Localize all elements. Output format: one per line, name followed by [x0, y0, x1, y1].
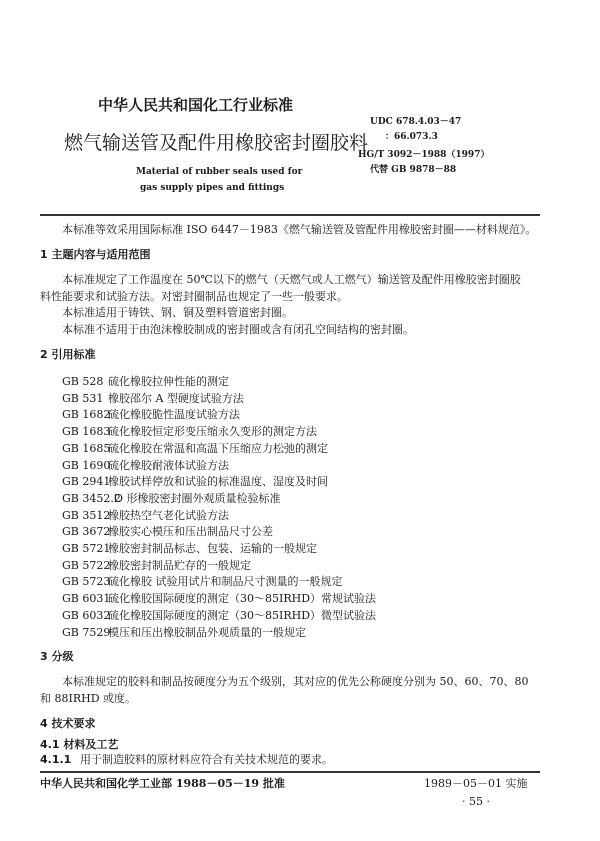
reference-item: [62, 459, 229, 473]
section-3-para-line1: 本标准规定的胶料和制品按硬度分为五个级别，其对应的优先公称硬度分别为 50、60、70、80: [62, 675, 529, 688]
reference-code: GB 1690: [62, 458, 111, 472]
section-4-heading: 4 技术要求: [40, 717, 96, 730]
udc-code: UDC 678.4.03－47: [370, 117, 462, 127]
section-1-para1-line2: 料性能要求和试验方法。对密封圈制品也规定了一些一般要求。: [40, 290, 348, 303]
reference-title: 硫化橡胶耐液体试验方法: [108, 458, 229, 472]
header-divider: [40, 214, 540, 216]
section-1-para3: 本标准不适用于由泡沫橡胶制成的密封圈或含有闭孔空间结构的密封圈。: [62, 323, 414, 336]
reference-code: GB 6032: [62, 608, 111, 622]
reference-code: GB 3512: [62, 508, 111, 522]
reference-item: [62, 375, 229, 389]
reference-code: GB 3672: [62, 525, 111, 539]
reference-item: [62, 492, 281, 506]
reference-code: GB 531: [62, 391, 104, 405]
reference-title: 橡胶实心模压和压出制品尺寸公差: [108, 525, 273, 539]
section-1-heading: 1 主题内容与适用范围: [40, 248, 151, 261]
standard-code: HG/T 3092－1988（1997）: [358, 150, 490, 160]
replaces-standard: 代替 GB 9878－88: [370, 165, 457, 175]
reference-title: 硫化橡胶国际硬度的测定（30～85IRHD）微型试验法: [108, 608, 377, 622]
reference-title: 橡胶试样停放和试验的标准温度、湿度及时间: [108, 475, 328, 489]
reference-item: [62, 592, 376, 606]
reference-title: 橡胶热空气老化试验方法: [108, 508, 229, 522]
reference-title: 硫化橡胶拉伸性能的测定: [108, 375, 229, 388]
reference-title: 硫化橡胶恒定形变压缩永久变形的测定方法: [108, 425, 317, 439]
document-title-en-line2: gas supply pipes and fittings: [140, 183, 285, 193]
reference-code: GB 5723: [62, 575, 111, 589]
reference-code: GB 5722: [62, 558, 111, 572]
reference-title: 橡胶密封制品贮存的一般规定: [108, 558, 251, 572]
reference-code: GB 1682: [62, 408, 111, 422]
page-number: · 55 ·: [462, 795, 490, 808]
reference-item: [62, 575, 343, 589]
reference-code: GB 3452.2: [62, 491, 121, 505]
reference-item: [62, 408, 240, 422]
section-1-para2: 本标准适用于铸铁、钢、铜及塑料管道密封圈。: [62, 306, 293, 319]
reference-title: 硫化橡胶 试验用试片和制品尺寸测量的一般规定: [108, 575, 343, 589]
section-3-heading: 3 分级: [40, 650, 74, 663]
section-2-heading: 2 引用标准: [40, 348, 96, 361]
reference-item: [62, 525, 273, 539]
item-4-1-1-text: 用于制造胶料的原材料应符合有关技术规范的要求。: [80, 753, 333, 766]
reference-title: O 形橡胶密封圈外观质量检验标准: [114, 491, 281, 505]
reference-code: GB 528: [62, 375, 104, 388]
reference-title: 橡胶密封制品标志、包装、运输的一般规定: [108, 542, 317, 555]
reference-title: 模压和压出橡胶制品外观质量的一般规定: [108, 625, 306, 639]
reference-item: [62, 626, 306, 640]
document-title-en-line1: Material of rubber seals used for: [136, 167, 303, 177]
reference-item: [62, 509, 229, 523]
reference-code: GB 1685: [62, 441, 111, 455]
org-standard-heading: 中华人民共和国化工行业标准: [98, 96, 294, 114]
reference-item: [62, 442, 328, 456]
section-4-1-heading: 4.1 材料及工艺: [40, 738, 119, 751]
intro-text: 本标准等效采用国际标准 ISO 6447－1983《燃气输送管及管配件用橡胶密封圈——材料规范》。: [62, 223, 537, 236]
reference-item: [62, 609, 376, 623]
reference-code: GB 7529: [62, 625, 111, 639]
reference-code: GB 2941: [62, 475, 111, 489]
udc-code-continued: ：66.073.3: [385, 132, 438, 142]
effective-date: 1989－05－01 实施: [424, 777, 528, 790]
reference-code: GB 5721: [62, 542, 111, 555]
reference-code: GB 1683: [62, 425, 111, 439]
item-4-1-1-number: 4.1.1: [40, 753, 72, 766]
reference-title: 硫化橡胶在常温和高温下压缩应力松弛的测定: [108, 441, 328, 455]
section-3-para-line2: 和 88IRHD 或度。: [40, 692, 137, 705]
document-title-cn: 燃气输送管及配件用橡胶密封圈胶料: [64, 132, 369, 154]
reference-item: [62, 475, 328, 489]
footer-divider: [40, 771, 540, 773]
reference-title: 硫化橡胶国际硬度的测定（30～85IRHD）常规试验法: [108, 592, 377, 606]
reference-title: 橡胶邵尔 A 型硬度试验方法: [108, 391, 244, 405]
approval-line: 中华人民共和国化学工业部 1988－05－19 批准: [40, 777, 285, 790]
reference-item: [62, 559, 251, 573]
reference-item: [62, 425, 317, 439]
reference-item: [62, 392, 244, 406]
reference-item: [62, 542, 317, 556]
reference-title: 硫化橡胶脆性温度试验方法: [108, 408, 240, 422]
section-1-para1-line1: 本标准规定了工作温度在 50℃以下的燃气（天燃气或人工燃气）输送管及配件用橡胶密封圈胶: [62, 273, 521, 286]
reference-code: GB 6031: [62, 592, 111, 606]
